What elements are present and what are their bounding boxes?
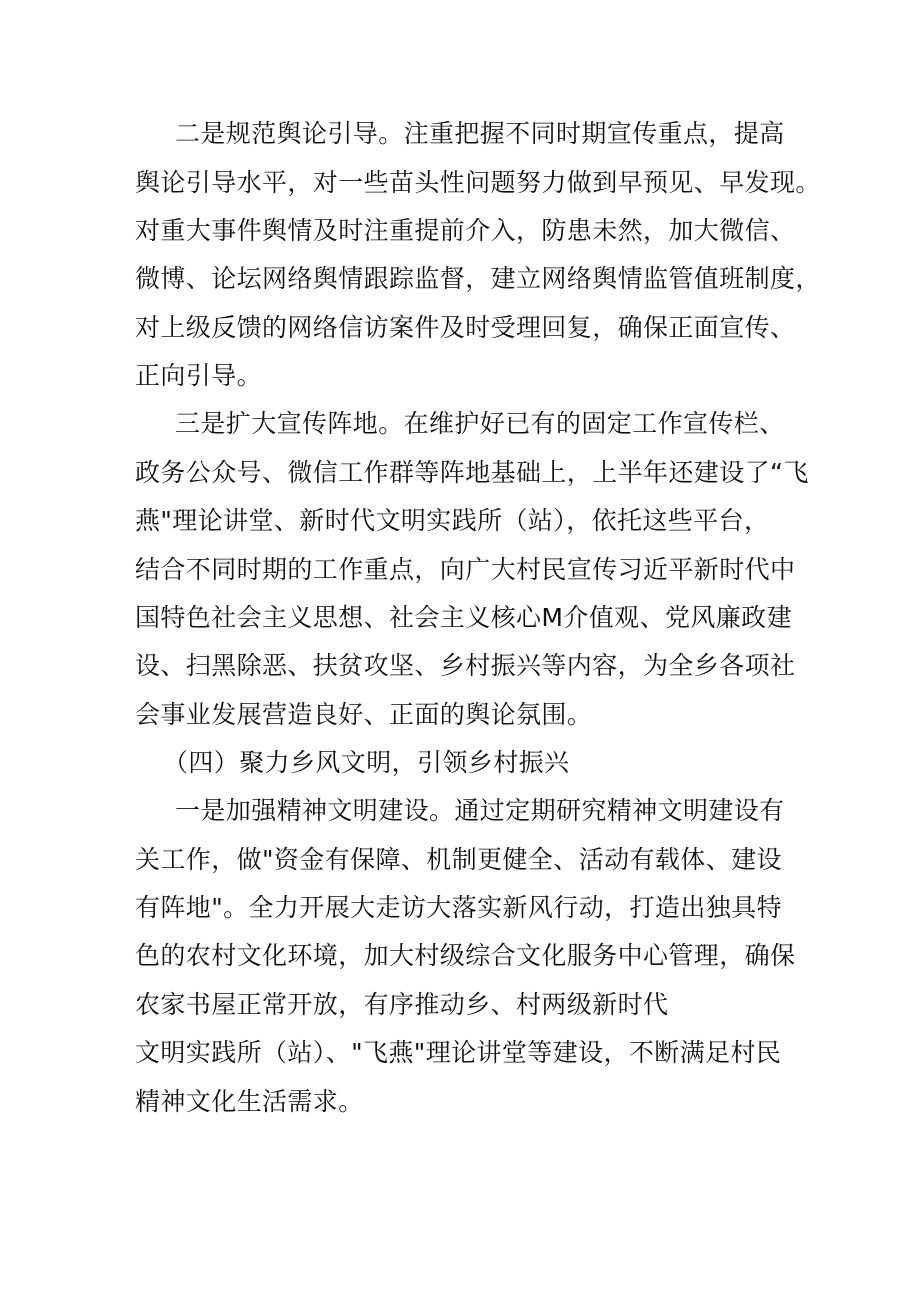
text-line: 正向引导。 <box>135 361 263 390</box>
text-line: 微博、论坛网络舆情跟踪监督，建立网络舆情监管值班制度， <box>135 264 821 293</box>
text-line: 二是规范舆论引导。注重把握不同时期宣传重点，提高 <box>175 119 785 148</box>
text-line: 对上级反馈的网络信访案件及时受理回复，确保正面宣传、 <box>135 313 796 342</box>
text-line: 精神文化生活需求。 <box>135 1087 364 1116</box>
text-line: 结合不同时期的工作重点，向广大村民宣传习近平新时代中 <box>135 555 796 584</box>
text-line: 文明实践所（站）、"飞燕"理论讲堂等建设，不断满足村民 <box>135 1038 782 1067</box>
text-line: 国特色社会主义思想、社会主义核心M介值观、党风廉政建 <box>135 603 792 632</box>
text-line: 燕"理论讲堂、新时代文明实践所（站），依托这些平台， <box>135 506 770 535</box>
text-line: 对重大事件舆情及时注重提前介入，防患未然，加大微信、 <box>135 216 796 245</box>
text-line: 农家书屋正常开放，有序推动乡、村两级新时代 <box>135 990 669 1019</box>
text-line: 一是加强精神文明建设。通过定期研究精神文明建设有 <box>175 796 785 825</box>
text-line: 设、扫黑除恶、扶贫攻坚、乡村振兴等内容，为全乡各项社 <box>135 651 796 680</box>
text-line: 关工作，做"资金有保障、机制更健全、活动有载体、建设 <box>135 845 782 874</box>
text-line: 有阵地"。全力开展大走访大落实新风行动，打造出独具特 <box>135 893 782 922</box>
text-line: 色的农村文化环境，加大村级综合文化服务中心管理，确保 <box>135 941 796 970</box>
text-line: 舆论引导水平，对一些苗头性问题努力做到早预见、早发现。 <box>135 168 821 197</box>
section-heading: （四）聚力乡风文明，引领乡村振兴 <box>163 748 570 777</box>
text-line: 政务公众号、微信工作群等阵地基础上，上半年还建设了“飞 <box>135 458 809 487</box>
text-line: 会事业发展营造良好、正面的舆论氛围。 <box>135 700 593 729</box>
text-line: 三是扩大宣传阵地。在维护好已有的固定工作宣传栏、 <box>175 409 785 438</box>
